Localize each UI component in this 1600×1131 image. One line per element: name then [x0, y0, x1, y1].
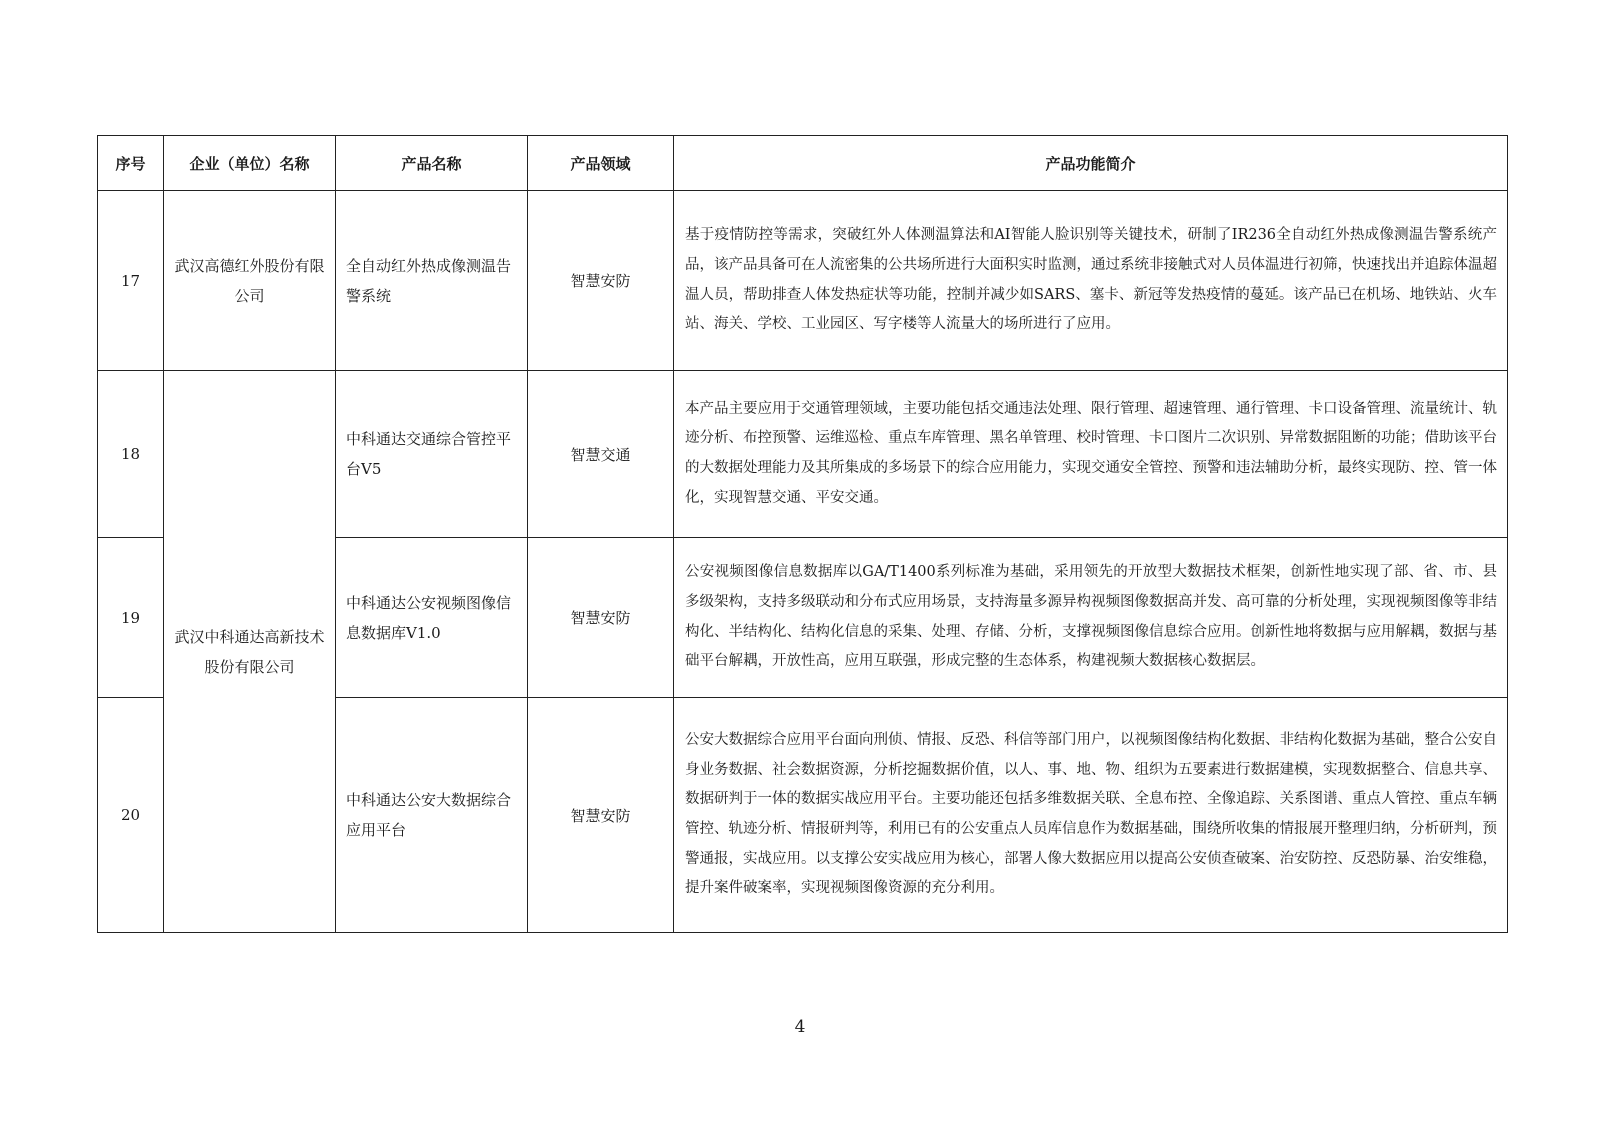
- page-number: 4: [794, 1017, 806, 1037]
- row-company: 武汉中科通达高新技术股份有限公司: [164, 371, 336, 933]
- row-field: 智慧安防: [528, 538, 674, 698]
- row-description: 公安视频图像信息数据库以GA/T1400系列标准为基础，采用领先的开放型大数据技术框架，创新性地实现了部、省、市、县多级架构，支持多级联动和分布式应用场景，支持海量多源异构视频图像数据高并发、高可靠的分析处理，实现视频图像等非结构化、半结构化、结构化信息的采集、处理、存储、分析，支撑视频图像信息综合应用。创新性地将数据与应用解耦，数据与基础平台解耦，开放性高，应用互联强，形成完整的生态体系，构建视频大数据核心数据层。: [674, 538, 1508, 698]
- row-index: 20: [98, 698, 164, 933]
- row-product: 全自动红外热成像测温告警系统: [336, 191, 528, 371]
- product-table-container: [97, 135, 1507, 931]
- table-row: [98, 191, 1508, 371]
- row-field: 智慧安防: [528, 191, 674, 371]
- row-field: 智慧安防: [528, 698, 674, 933]
- row-description: 基于疫情防控等需求，突破红外人体测温算法和AI智能人脸识别等关键技术，研制了IR236全自动红外热成像测温告警系统产品，该产品具备可在人流密集的公共场所进行大面积实时监测，通过系统非接触式对人员体温进行初筛，快速找出并追踪体温超温人员，帮助排查人体发热症状等功能，控制并减少如SARS、塞卡、新冠等发热疫情的蔓延。该产品已在机场、地铁站、火车站、海关、学校、工业园区、写字楼等人流量大的场所进行了应用。: [674, 191, 1508, 371]
- row-index: 19: [98, 538, 164, 698]
- product-table: [97, 135, 1508, 933]
- header-description: 产品功能简介: [674, 136, 1508, 191]
- header-index: 序号: [98, 136, 164, 191]
- header-product: 产品名称: [336, 136, 528, 191]
- row-product: 中科通达公安视频图像信息数据库V1.0: [336, 538, 528, 698]
- table-header-row: [98, 136, 1508, 191]
- row-company: 武汉高德红外股份有限公司: [164, 191, 336, 371]
- row-field: 智慧交通: [528, 371, 674, 538]
- row-index: 17: [98, 191, 164, 371]
- row-description: 公安大数据综合应用平台面向刑侦、情报、反恐、科信等部门用户，以视频图像结构化数据、非结构化数据为基础，整合公安自身业务数据、社会数据资源，分析挖掘数据价值，以人、事、地、物、组织为五要素进行数据建模，实现数据整合、信息共享、数据研判于一体的数据实战应用平台。主要功能还包括多维数据关联、全息布控、全像追踪、关系图谱、重点人管控、重点车辆管控、轨迹分析、情报研判等，利用已有的公安重点人员库信息作为数据基础，围绕所收集的情报展开整理归纳，分析研判，预警通报，实战应用。以支撑公安实战应用为核心，部署人像大数据应用以提高公安侦查破案、治安防控、反恐防暴、治安维稳，提升案件破案率，实现视频图像资源的充分利用。: [674, 698, 1508, 933]
- header-company: 企业（单位）名称: [164, 136, 336, 191]
- row-product: 中科通达交通综合管控平台V5: [336, 371, 528, 538]
- row-description: 本产品主要应用于交通管理领域，主要功能包括交通违法处理、限行管理、超速管理、通行管理、卡口设备管理、流量统计、轨迹分析、布控预警、运维巡检、重点车库管理、黑名单管理、校时管理、卡口图片二次识别、异常数据阻断的功能；借助该平台的大数据处理能力及其所集成的多场景下的综合应用能力，实现交通安全管控、预警和违法辅助分析，最终实现防、控、管一体化，实现智慧交通、平安交通。: [674, 371, 1508, 538]
- row-index: 18: [98, 371, 164, 538]
- table-row: [98, 371, 1508, 538]
- header-field: 产品领域: [528, 136, 674, 191]
- row-product: 中科通达公安大数据综合应用平台: [336, 698, 528, 933]
